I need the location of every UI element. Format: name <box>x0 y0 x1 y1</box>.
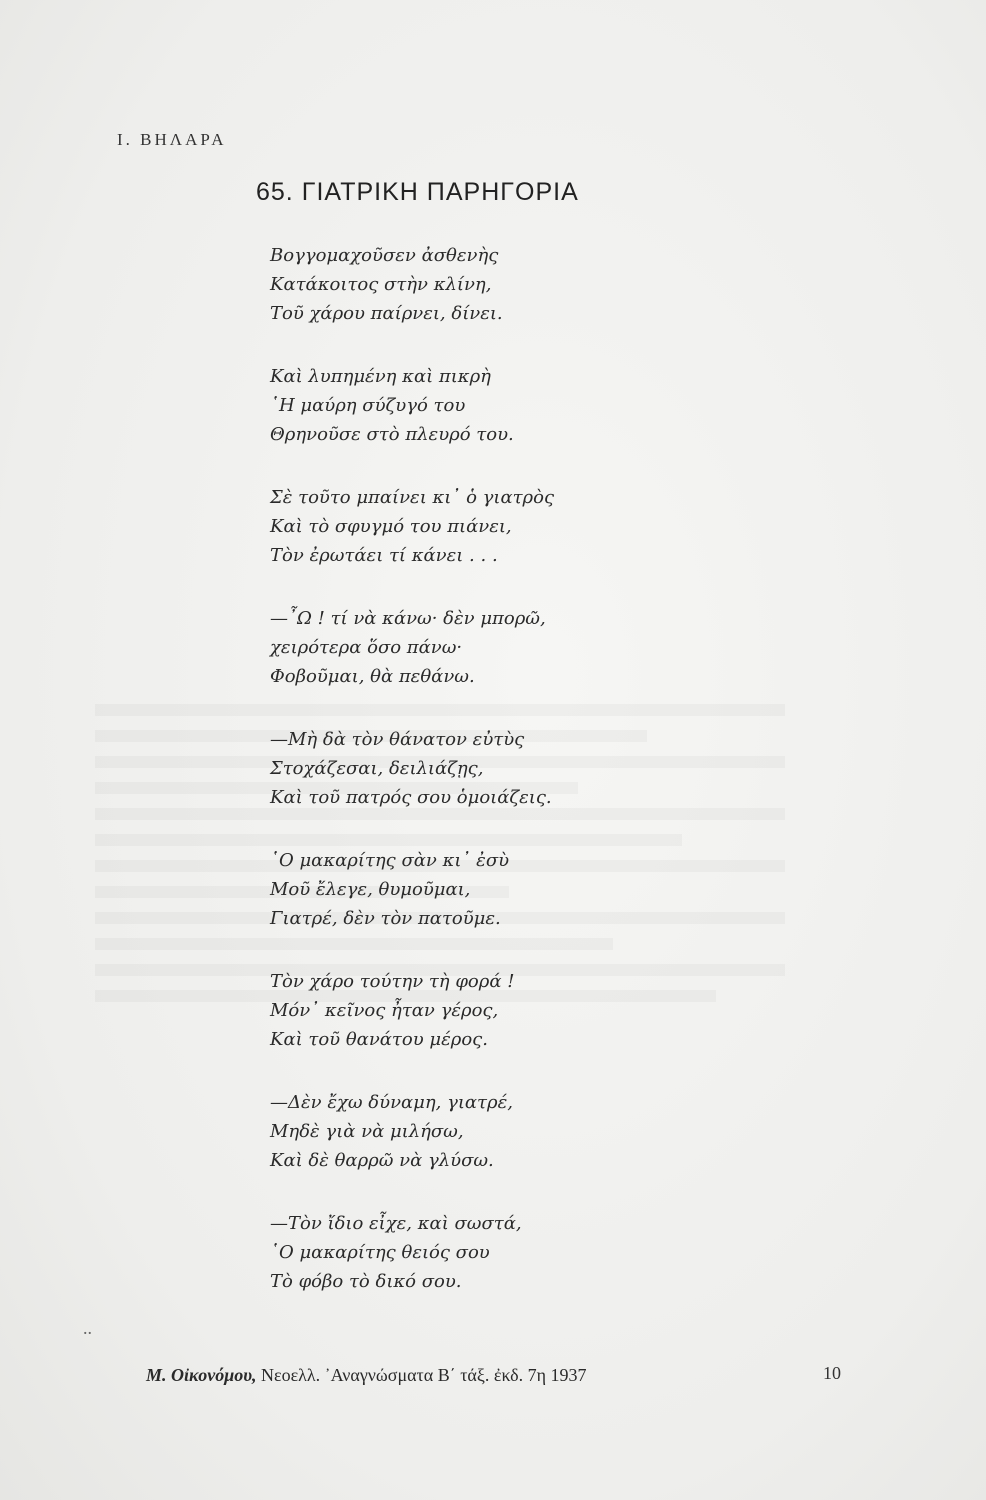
poem-line: Καὶ τοῦ θανάτου μέρος. <box>270 1029 488 1050</box>
poem-line: Μηδὲ γιὰ νὰ μιλήσω, <box>270 1121 464 1142</box>
stanza-7 <box>270 967 690 1054</box>
poem-line: χειρότερα ὅσο πάνω· <box>270 637 463 658</box>
stanza-5 <box>270 725 690 812</box>
poem-line: Γιατρέ, δὲν τὸν πατοῦμε. <box>270 908 501 929</box>
poem-line: Τὸ φόβο τὸ δικό σου. <box>270 1271 462 1292</box>
poem-line: Φοβοῦμαι, θὰ πεθάνω. <box>270 666 475 687</box>
poem-line: Καὶ τὸ σφυγμό του πιάνει, <box>270 516 512 537</box>
source-citation <box>146 1365 866 1386</box>
poem-line: Τὸν ἐρωτάει τί κάνει . . . <box>270 545 498 566</box>
poem-title: 65. ΓΙΑΤΡΙΚΗ ΠΑΡΗΓΟΡΙΑ <box>256 178 579 206</box>
poem-line: ῾Ο μακαρίτης θειός σου <box>270 1242 490 1263</box>
poem-line: Σὲ τοῦτο μπαίνει κι᾿ ὁ γιατρὸς <box>270 487 555 508</box>
poem-line: Καὶ δὲ θαρρῶ νὰ γλύσω. <box>270 1150 494 1171</box>
poem-line: ῾Η μαύρη σύζυγό του <box>270 395 466 416</box>
citation-author: Μ. Οἰκονόμου, <box>146 1365 257 1385</box>
stanza-3 <box>270 483 690 570</box>
poem-line: Μόν᾿ κεῖνος ἦταν γέρος, <box>270 1000 499 1021</box>
page-number: 10 <box>823 1363 841 1383</box>
poem-line: Καὶ λυπημένη καὶ πικρὴ <box>270 366 491 387</box>
poem-line: —῏Ω ! τί νὰ κάνω· δὲν μπορῶ, <box>270 608 546 629</box>
poem-line: —Τὸν ἴδιο εἶχε, καὶ σωστά, <box>270 1213 522 1234</box>
running-head-author: Ι. ΒΗΛΑΡΑ <box>117 130 227 149</box>
poem-line: —Μὴ δὰ τὸν θάνατον εὐτὺς <box>270 729 525 750</box>
poem-line: Βογγομαχοῦσεν ἀσθενὴς <box>270 245 499 266</box>
stanza-6 <box>270 846 690 933</box>
poem-line: Θρηνοῦσε στὸ πλευρό του. <box>270 424 514 445</box>
stanza-8 <box>270 1088 690 1175</box>
stanza-1 <box>270 241 690 328</box>
poem-line: —Δὲν ἔχω δύναμη, γιατρέ, <box>270 1092 513 1113</box>
poem-line: Τοῦ χάρου παίρνει, δίνει. <box>270 303 503 324</box>
poem-line: Καὶ τοῦ πατρός σου ὁμοιάζεις. <box>270 787 552 808</box>
poem-line: Στοχάζεσαι, δειλιάζῃς, <box>270 758 484 779</box>
poem-line: Μοῦ ἔλεγε, θυμοῦμαι, <box>270 879 471 900</box>
citation-source: Νεοελλ. ᾿Αναγνώσματα Β΄ τάξ. ἐκδ. 7η 1937 <box>256 1365 587 1385</box>
margin-mark: .. <box>83 1318 92 1338</box>
poem-line: Κατάκοιτος στὴν κλίνη, <box>270 274 492 295</box>
stanza-9 <box>270 1209 690 1296</box>
stanza-4 <box>270 604 690 691</box>
poem-line: Τὸν χάρο τούτην τὴ φορά ! <box>270 971 515 992</box>
stanza-2 <box>270 362 690 449</box>
poem-body <box>270 241 690 1330</box>
poem-line: ῾Ο μακαρίτης σὰν κι᾿ ἐσὺ <box>270 850 510 871</box>
